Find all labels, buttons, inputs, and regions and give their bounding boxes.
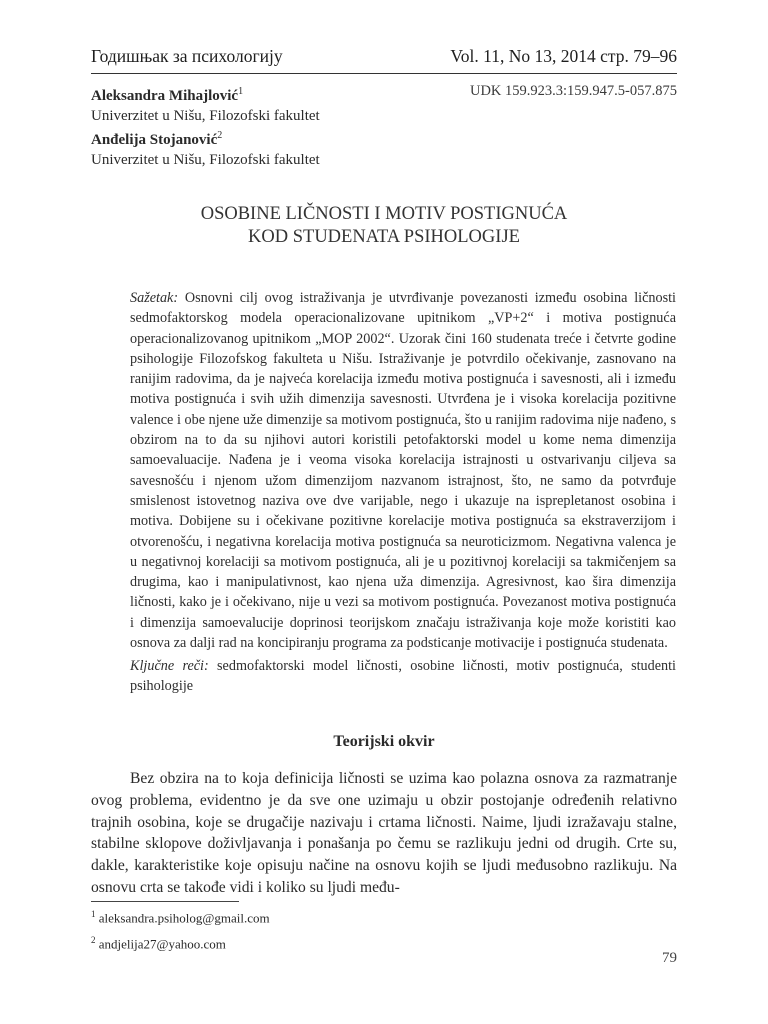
author-affiliation: Univerzitet u Nišu, Filozofski fakultet <box>91 107 320 124</box>
author-block <box>91 82 391 170</box>
udk-code: UDK 159.923.3:159.947.5-057.875 <box>469 83 677 99</box>
keywords <box>130 656 676 697</box>
citation-info: Vol. 11, No 13, 2014 стр. 79–96 <box>450 46 677 66</box>
body-paragraph: Bez obzira na to koja definicija ličnosti se uzima kao polazna osnova za razmatranje ovog problema, evidentno je da sve one uzimaju u obzir postojanje određenih relativno trajnih osobina, koje se drugačije nazivaju i crtama ličnosti. Naime, ljudi izražavaju stalne, stabilne sklopove doživljavanja i ponašanja po čemu se razlikuju jedni od drugih. Crte su, dakle, karakteristike koje opisuju načine na osnovu kojih se ljudi međusobno razlikuju. Na osnovu crta se takođe vidi i koliko su ljudi među- <box>91 770 677 896</box>
author-name: Anđelija Stojanović$^2$ <box>91 130 223 148</box>
section-heading: Teorijski okvir <box>333 733 435 750</box>
paper-title: OSOBINE LIČNOSTI I MOTIV POSTIGNUĆA KOD STUDENATA PSIHOLOGIJE <box>200 204 568 247</box>
author-affiliation: Univerzitet u Nišu, Filozofski fakultet <box>91 151 320 168</box>
journal-name: Годишњак за психологију <box>91 46 283 66</box>
header-rule <box>91 73 677 74</box>
footnote: $^2$ andjelija27@yahoo.com <box>91 935 226 952</box>
footnote-email: andjelija27@yahoo.com <box>98 936 226 952</box>
author-name: Aleksandra Mihajlović$^1$ <box>91 86 244 104</box>
abstract-label: Sažetak: <box>130 290 179 306</box>
abstract <box>130 288 676 653</box>
footnote: $^1$ aleksandra.psiholog@gmail.com <box>91 909 270 926</box>
abstract-text: Osnovni cilj ovog istraživanja je utvrđivanje povezanosti između osobina ličnosti sedmofaktorskog modela operacionalizovane upitnikom „VP+2“ i motiva postignuća operacionalizovanog upitnikom „MOP 2002“. Uzorak čini 160 studenata treće i četvrte godine psihologije Filozofskog fakulteta u Nišu. Istraživanje je potvrdilo očekivanje, zasnovano na ranijim radovima, da je najveća korelacija između motiva postignuća i savesnosti, ali i između motiva postignuća i svih užih dimenzija savesnosti. Utvrđena je i visoka korelacija pozitivne valence i obe njene uže dimenzije sa motivom postignuća, što u ranijim radovima nije nađeno, s obzirom na to da su njihovi autori koristili petofaktorski model u kome nema dimenzija samoevaluacije. Nađena je i veoma visoka korelacija istrajnosti u ostvarivanju ciljeva sa savesnošću i njenom užom dimenzijom nazvanom istrajnost, što, ne samo da potvrđuje smislenost istovetnog naziva ove dve varijable, nego i ukazuje na isprepletanost osobina i motiva. Dobijene su i očekivane pozitivne korelacije motiva postignuća sa ekstraverzijom i otvorenošću, i negativna korelacija motiva postignuća sa neuroticizmom. Negativna valenca je u negativnoj korelaciji sa motivom postignuća, ali je u pozitivnoj korelaciji sa takmičenjem sa drugima, kao i manipulativnost, kao njena uža dimenzija. Agresivnost, kao šira dimenzija ličnosti, kako je i očekivano, nije u vezi sa motivom postignuća. Povezanost motiva postignuća i dimenzija samoevalucije doprinosi teorijskom značaju istraživanja koje može koristiti kao osnova za dalji rad na koncipiranju programa za podsticanje motivacije i postignuća studenata. <box>130 290 676 652</box>
footnote-email: aleksandra.psiholog@gmail.com <box>98 910 270 926</box>
running-head <box>91 46 677 67</box>
keywords-label: Ključne reči: <box>130 658 209 674</box>
keywords-text: sedmofaktorski model ličnosti, osobine ličnosti, motiv postignuća, studenti psihologije <box>130 658 676 695</box>
footnote-rule <box>91 901 239 902</box>
footnotes <box>91 903 491 956</box>
page-number: 79 <box>662 950 677 966</box>
